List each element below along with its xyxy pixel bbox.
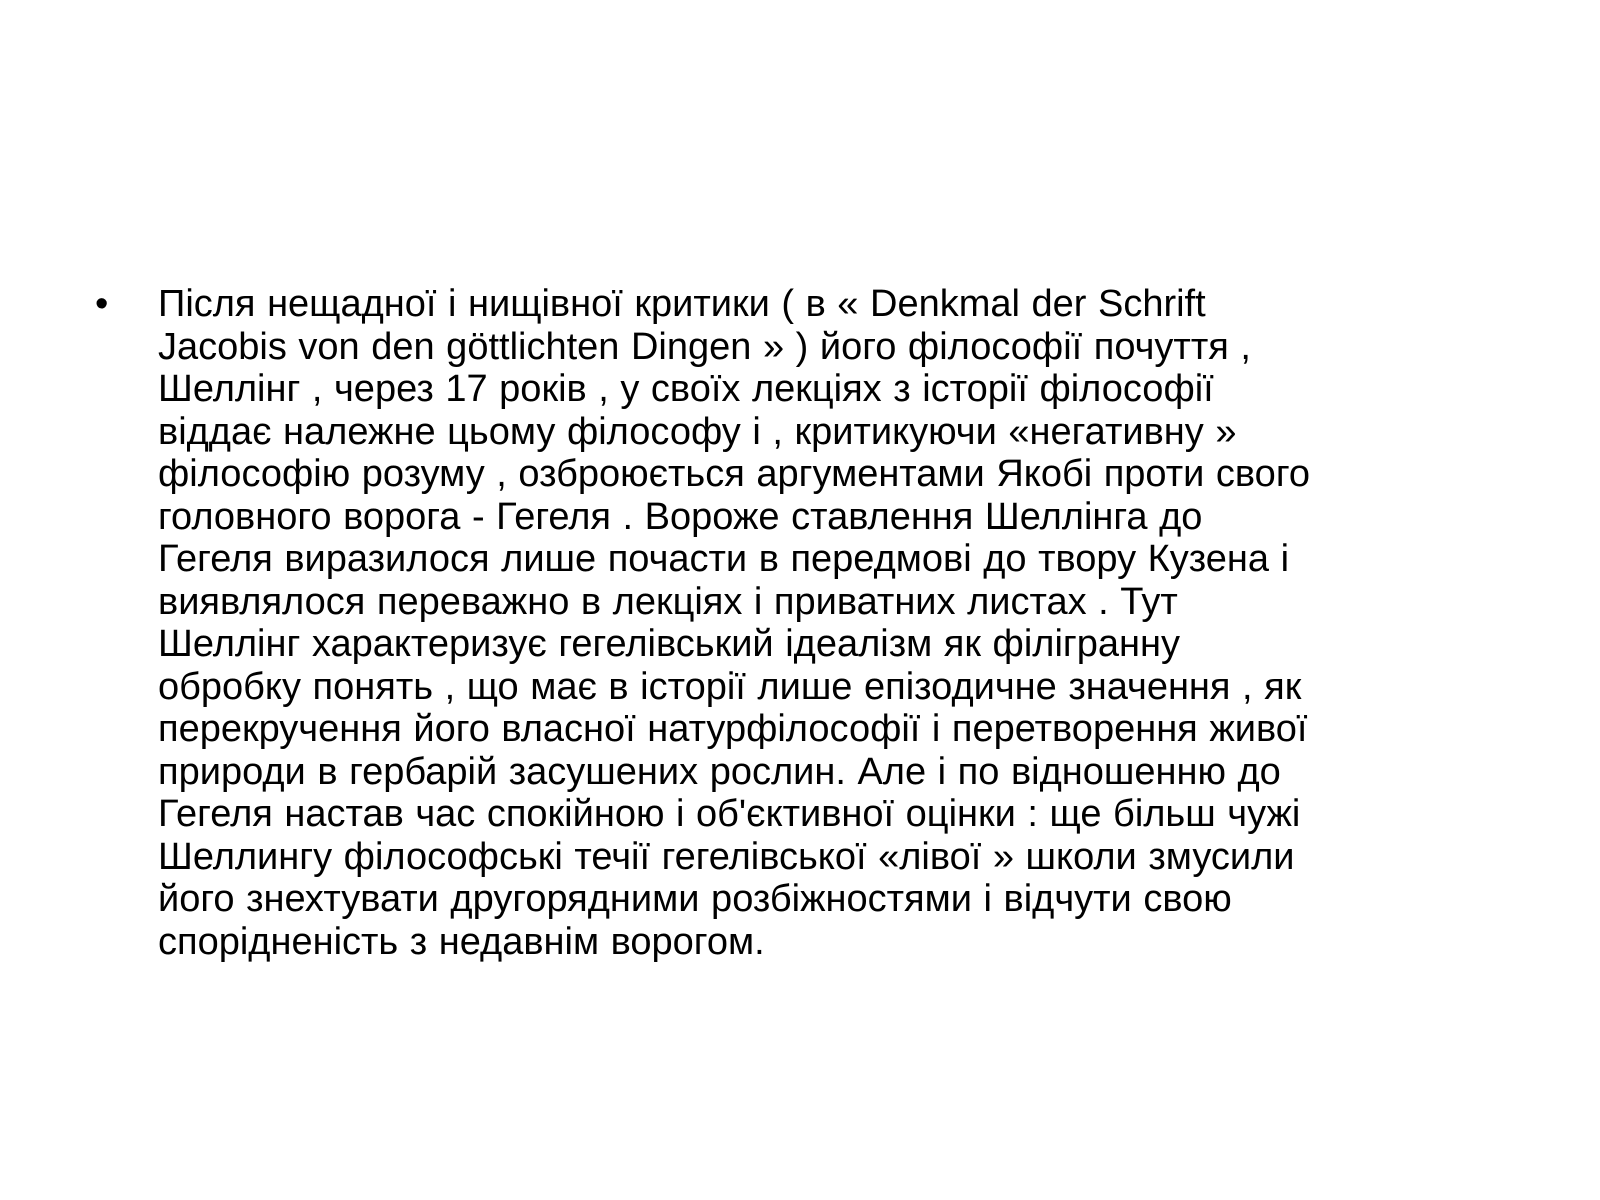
text-line: Шеллингу філософські течії гегелівської «лівої » школи змусили xyxy=(158,835,1295,878)
text-line: Jacobis von den göttlichten Dingen » ) його філософії почуття , xyxy=(158,325,1251,368)
bullet-paragraph xyxy=(95,283,1535,963)
text-line: його знехтувати другорядними розбіжностями і відчути свою xyxy=(158,878,1232,920)
text-line: філософію розуму , озброюється аргументами Якобі проти свого xyxy=(158,453,1310,495)
text-line: обробку понять , що має в історії лише епізодичне значення , як xyxy=(158,665,1302,708)
text-line: Гегеля виразилося лише почасти в передмові до твору Кузена і xyxy=(158,538,1290,580)
text-line: Після нещадної і нищівної критики ( в « Denkmal der Schrift xyxy=(158,283,1206,325)
text-line: Шеллінг характеризує гегелівський ідеалізм як філігранну xyxy=(158,623,1180,665)
text-line: Шеллінг , через 17 років , у своїх лекціях з історії філософії xyxy=(158,368,1214,410)
text-line: природи в гербарій засушених рослин. Але і по відношенню до xyxy=(158,750,1281,793)
text-line: Гегеля настав час спокійною і об'єктивної оцінки : ще більш чужі xyxy=(158,793,1301,835)
text-line: спорідненість з недавнім ворогом. xyxy=(158,920,765,963)
text-line: перекручення його власної натурфілософії і перетворення живої xyxy=(158,708,1308,750)
text-line: головного ворога - Гегеля . Вороже ставлення Шеллінга до xyxy=(158,495,1203,538)
text-line: виявлялося переважно в лекціях і приватних листах . Тут xyxy=(158,580,1178,623)
bullet-icon: • xyxy=(95,283,109,325)
paragraph-text xyxy=(158,283,1535,963)
text-line: віддає належне цьому філософу і , критикуючи «негативну » xyxy=(158,410,1237,453)
